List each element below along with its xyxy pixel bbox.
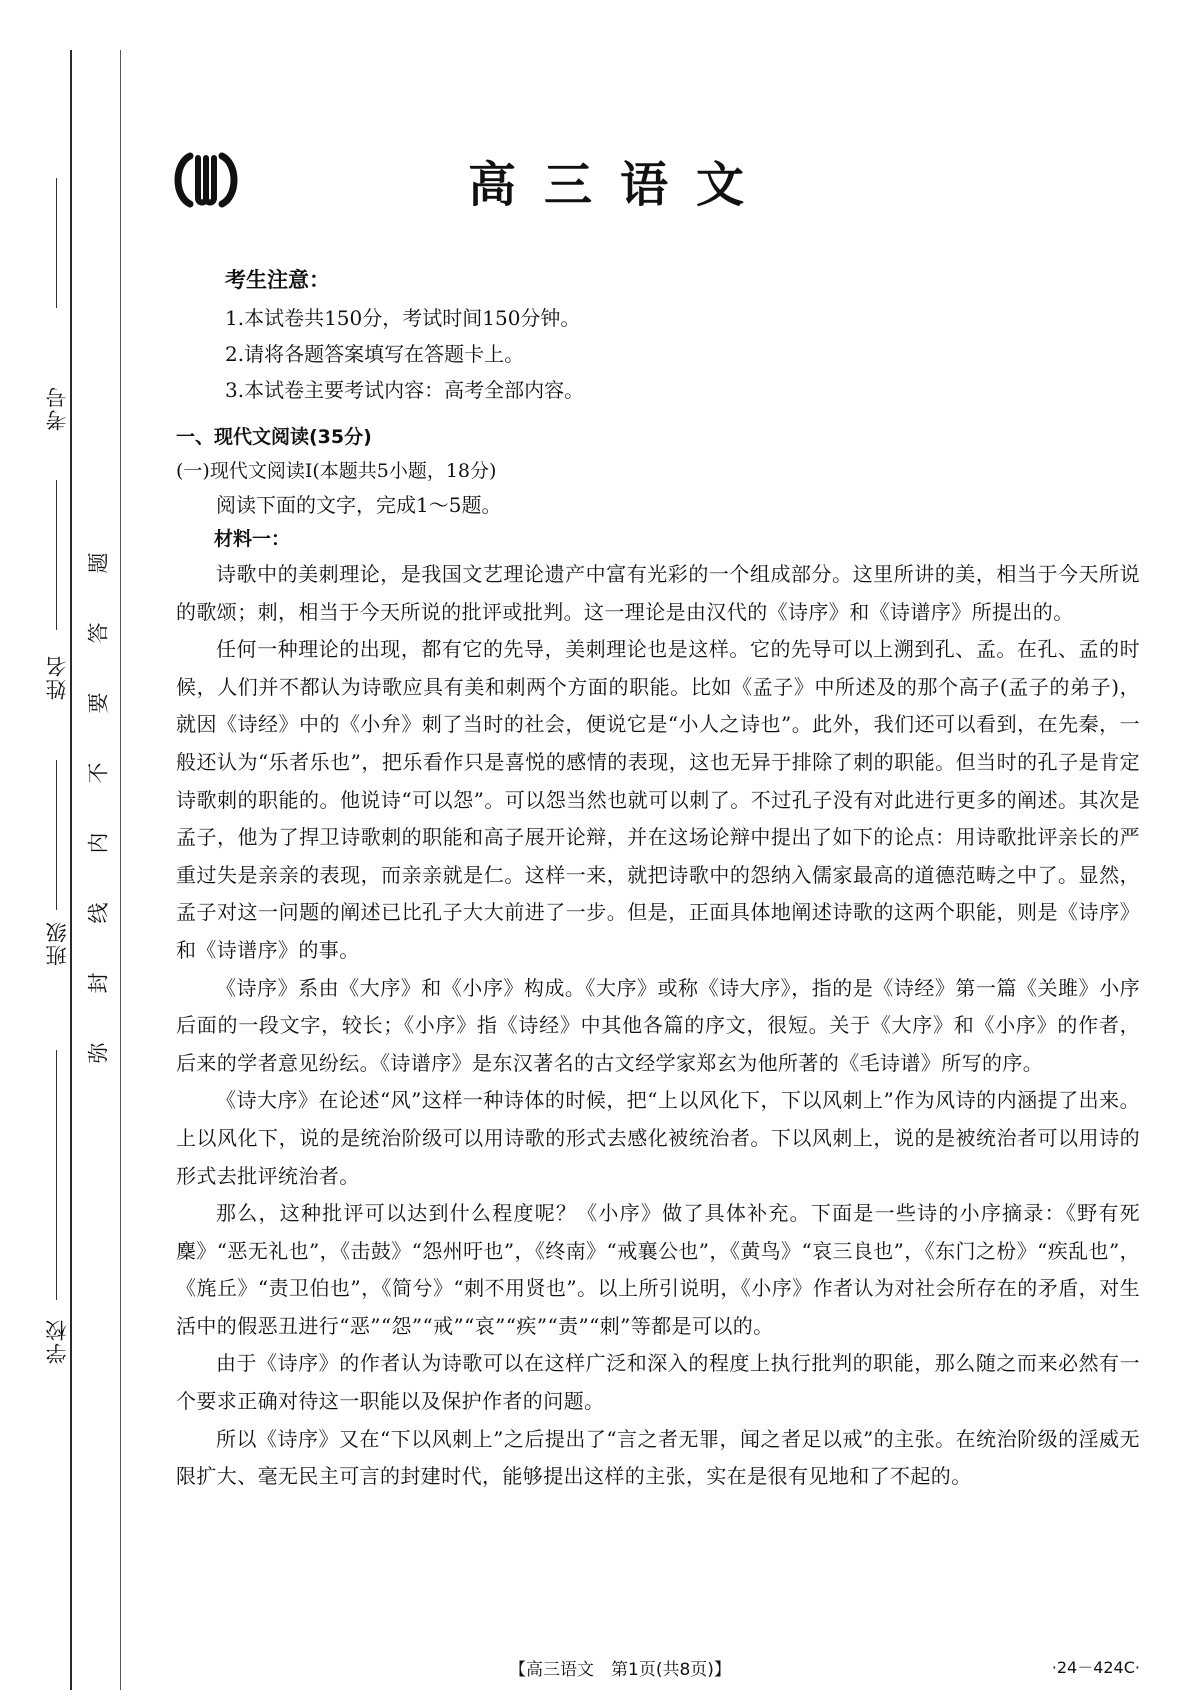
passage-paragraph: 诗歌中的美刺理论，是我国文艺理论遗产中富有光彩的一个组成部分。这里所讲的美，相当于今天所说的歌颂；刺，相当于今天所说的批评或批判。这一理论是由汉代的《诗序》和《诗谱序》所提出的。 (176, 562, 1140, 624)
binding-line-inner (120, 50, 121, 1690)
instruction-text: 阅读下面的文字，完成1～5题。 (216, 493, 502, 517)
passage-paragraph: 由于《诗序》的作者认为诗歌可以在这样广泛和深入的程度上执行批判的职能，那么随之而来必然有一个要求正确对待这一职能以及保护作者的问题。 (176, 1351, 1140, 1414)
section-title: 一、现代文阅读(35分) (176, 426, 372, 448)
name-blank (56, 480, 57, 630)
subsection-title: (一)现代文阅读Ⅰ(本题共5小题，18分) (176, 460, 497, 482)
notice-heading: 考生注意： (225, 268, 330, 292)
warning-char: 线 (86, 902, 110, 924)
passage-paragraph: 那么，这种批评可以达到什么程度呢？《小序》做了具体补充。下面是一些诗的小序摘录：《野有死麇》“恶无礼也”，《击鼓》“怨州吁也”，《终南》“戒襄公也”，《黄鸟》“哀三良也”，《东门之枌》“疾乱也”，《旄丘》“责卫伯也”，《简兮》“刺不用贤也”。以上所引说明，《小序》作者认为对社会所存在的矛盾，对生活中的假恶丑进行“恶”“怨”“戒”“哀”“疾”“责”“刺”等都是可以的。 (176, 1201, 1140, 1338)
binding-line-outer (70, 50, 72, 1690)
warning-char: 答 (86, 622, 110, 644)
passage-paragraph: 《诗序》系由《大序》和《小序》构成。《大序》或称《诗大序》，指的是《诗经》第一篇《关雎》小序后面的一段文字，较长；《小序》指《诗经》中其他各篇的序文，很短。关于《大序》和《小序》的作者，后来的学者意见纷纭。《诗谱序》是东汉著名的古文经学家郑玄为他所著的《毛诗谱》所写的序。 (176, 975, 1140, 1075)
school-blank (56, 1050, 57, 1300)
material-label: 材料一： (214, 528, 291, 550)
exam-notice (225, 262, 584, 408)
reading-section (176, 420, 1140, 1496)
class-label: 班级 (45, 920, 69, 966)
passage-paragraph: 任何一种理论的出现，都有它的先导，美刺理论也是这样。它的先导可以上溯到孔、孟。在孔、孟的时候，人们并不都认为诗歌应具有美和刺两个方面的职能。比如《孟子》中所述及的那个高子(孟子的弟子)，就因《诗经》中的《小弁》刺了当时的社会，便说它是“小人之诗也”。此外，我们还可以看到，在先秦，一般还认为“乐者乐也”，把乐看作只是喜悦的感情的表现，这也无异于排除了刺的职能。但当时的孔子是肯定诗歌刺的职能的。他说诗“可以怨”。可以怨当然也就可以刺了。不过孔子没有对此进行更多的阐述。其次是孟子，他为了捍卫诗歌刺的职能和高子展开论辩，并在这场论辩中提出了如下的论点：用诗歌批评亲长的严重过失是亲亲的表现，而亲亲就是仁。这样一来，就把诗歌中的怨纳入儒家最高的道德范畴之中了。显然，孟子对这一问题的阐述已比孔子大大前进了一步。但是，正面具体地阐述诗歌的这两个职能，则是《诗序》和《诗谱序》的事。 (176, 637, 1140, 962)
seal-line-warning (82, 548, 112, 1068)
notice-item: 3.本试卷主要考试内容：高考全部内容。 (225, 378, 585, 402)
exam-title: 高三语文 (467, 157, 772, 213)
warning-char: 不 (86, 762, 110, 784)
page-footer: 【高三语文 第1页(共8页)】 (509, 1660, 731, 1680)
class-blank (56, 760, 57, 910)
warning-char: 要 (86, 692, 110, 714)
passage-paragraph: 所以《诗序》又在“下以风刺上”之后提出了“言之者无罪，闻之者足以戒”的主张。在统治阶级的淫威无限扩大、毫无民主可言的封建时代，能够提出这样的主张，实在是很有见地和了不起的。 (176, 1426, 1140, 1489)
warning-char: 封 (86, 972, 110, 994)
notice-item: 1.本试卷共150分，考试时间150分钟。 (225, 306, 581, 330)
warning-char: 题 (86, 552, 110, 574)
passage-paragraph: 《诗大序》在论述“风”这样一种诗体的时候，把“上以风化下，下以风刺上”作为风诗的内涵提了出来。上以风化下，说的是统治阶级可以用诗歌的形式去感化被统治者。下以风刺上，说的是被统治者可以用诗的形式去批评统治者。 (176, 1088, 1140, 1188)
warning-char: 弥 (86, 1042, 110, 1064)
school-label: 学校 (45, 1318, 69, 1364)
warning-char: 内 (86, 832, 110, 854)
notice-item: 2.请将各题答案填写在答题卡上。 (225, 342, 525, 366)
paper-code: ·24－424C· (1051, 1658, 1140, 1677)
exam-no-label: 考号 (45, 385, 69, 431)
name-label: 姓名 (45, 654, 69, 700)
